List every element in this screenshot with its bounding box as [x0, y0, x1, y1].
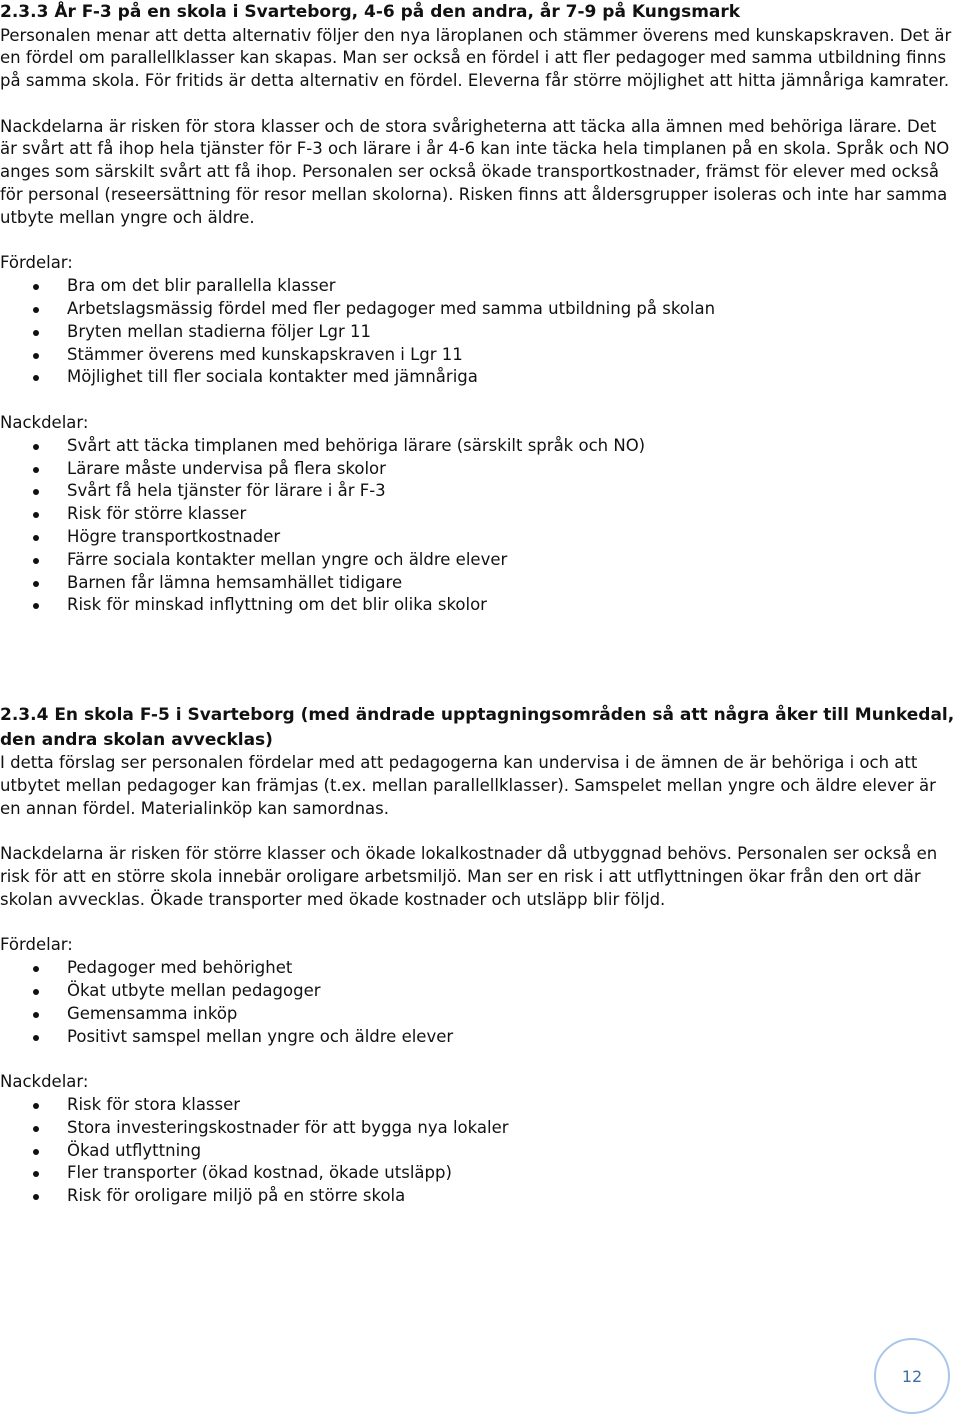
- pros-list: [0, 275, 958, 389]
- paragraph-advantages: Personalen menar att detta alternativ följer den nya läroplanen och stämmer överens med kunskapskraven. Det är en fördel om parallellklasser kan skapas. Man ser också en fördel i att fler pedagoger med samma utbildning finns på samma skola. För fritids är detta alternativ en fördel. Eleverna får större möjlighet att hitta jämnåriga kamrater.: [0, 25, 952, 91]
- cons-label: Nackdelar:: [0, 413, 89, 433]
- pros-label: Fördelar:: [0, 935, 73, 955]
- list-item: Högre transportkostnader: [0, 526, 958, 549]
- list-item: Stora investeringskostnader för att bygga nya lokaler: [0, 1117, 958, 1140]
- list-item: Ökat utbyte mellan pedagoger: [0, 980, 958, 1003]
- bullet-icon: [33, 444, 39, 450]
- list-item: Positivt samspel mellan yngre och äldre elever: [0, 1026, 958, 1049]
- cons-label: Nackdelar:: [0, 1072, 89, 1092]
- list-item: Bra om det blir parallella klasser: [0, 275, 958, 298]
- list-item: Möjlighet till fler sociala kontakter med jämnåriga: [0, 366, 958, 389]
- list-item: Pedagoger med behörighet: [0, 957, 958, 980]
- section-heading: 2.3.4 En skola F-5 i Svarteborg (med ändrade upptagningsområden så att några åker till Munkedal, den andra skolan avvecklas): [0, 705, 955, 750]
- pros-label: Fördelar:: [0, 253, 73, 273]
- bullet-icon: [33, 1103, 39, 1109]
- bullet-icon: [33, 1012, 39, 1018]
- bullet-icon: [33, 1035, 39, 1041]
- list-item: Bryten mellan stadierna följer Lgr 11: [0, 321, 958, 344]
- bullet-icon: [33, 603, 39, 609]
- bullet-icon: [33, 1126, 39, 1132]
- bullet-icon: [33, 512, 39, 518]
- list-item: Gemensamma inköp: [0, 1003, 958, 1026]
- paragraph-disadvantages: Nackdelarna är risken för stora klasser och de stora svårigheterna att täcka alla ämnen med behöriga lärare. Det är svårt att få ihop hela tjänster för F-3 och lärare i år 4-6 kan inte täcka hela timplanen på en skola. Språk och NO anges som särskilt svårt att få ihop. Personalen ser också ökade transportkostnader, främst för elever med också för personal (reseersättning för resor mellan skolorna). Risken finns att åldersgrupper isoleras och inte har samma utbyte mellan yngre och äldre.: [0, 116, 950, 227]
- bullet-icon: [33, 1194, 39, 1200]
- paragraph-disadvantages: Nackdelarna är risken för större klasser och ökade lokalkostnader då utbyggnad behövs. Personalen ser också en risk för att en större skola innebär oroligare arbetsmiljö. Man ser en risk i att utflyttningen ökar från den ort där skolan avvecklas. Ökade transporter med ökade kostnader och utsläpp blir följd.: [0, 844, 938, 909]
- bullet-icon: [33, 581, 39, 587]
- section-heading: 2.3.3 År F-3 på en skola i Svarteborg, 4-6 på den andra, år 7-9 på Kungsmark: [0, 2, 741, 22]
- list-item: Risk för minskad inflyttning om det blir olika skolor: [0, 594, 958, 617]
- page-number: 12: [874, 1338, 950, 1414]
- bullet-icon: [33, 1171, 39, 1177]
- bullet-icon: [33, 989, 39, 995]
- bullet-icon: [33, 535, 39, 541]
- bullet-icon: [33, 467, 39, 473]
- list-item: Svårt få hela tjänster för lärare i år F-3: [0, 480, 958, 503]
- list-item: Lärare måste undervisa på flera skolor: [0, 458, 958, 481]
- paragraph-advantages: I detta förslag ser personalen fördelar med att pedagogerna kan undervisa i de ämnen de är behöriga i och att utbytet mellan pedagoger kan främjas (t.ex. mellan parallellklasser). Samspelet mellan yngre och äldre elever är en annan fördel. Materialinköp kan samordnas.: [0, 753, 936, 818]
- section-2-3-4: [0, 703, 958, 1208]
- bullet-icon: [33, 284, 39, 290]
- list-item: Färre sociala kontakter mellan yngre och äldre elever: [0, 549, 958, 572]
- section-2-3-3: [0, 0, 958, 617]
- list-item: Stämmer överens med kunskapskraven i Lgr 11: [0, 344, 958, 367]
- cons-list: [0, 1094, 958, 1208]
- list-item: Barnen får lämna hemsamhället tidigare: [0, 572, 958, 595]
- list-item: Fler transporter (ökad kostnad, ökade utsläpp): [0, 1162, 958, 1185]
- bullet-icon: [33, 353, 39, 359]
- list-item: Risk för oroligare miljö på en större skola: [0, 1185, 958, 1208]
- list-item: Arbetslagsmässig fördel med fler pedagoger med samma utbildning på skolan: [0, 298, 958, 321]
- list-item: Svårt att täcka timplanen med behöriga lärare (särskilt språk och NO): [0, 435, 958, 458]
- bullet-icon: [33, 966, 39, 972]
- bullet-icon: [33, 489, 39, 495]
- bullet-icon: [33, 330, 39, 336]
- cons-list: [0, 435, 958, 617]
- bullet-icon: [33, 558, 39, 564]
- list-item: Risk för stora klasser: [0, 1094, 958, 1117]
- list-item: Risk för större klasser: [0, 503, 958, 526]
- bullet-icon: [33, 307, 39, 313]
- list-item: Ökad utflyttning: [0, 1140, 958, 1163]
- pros-list: [0, 957, 958, 1048]
- bullet-icon: [33, 1149, 39, 1155]
- bullet-icon: [33, 375, 39, 381]
